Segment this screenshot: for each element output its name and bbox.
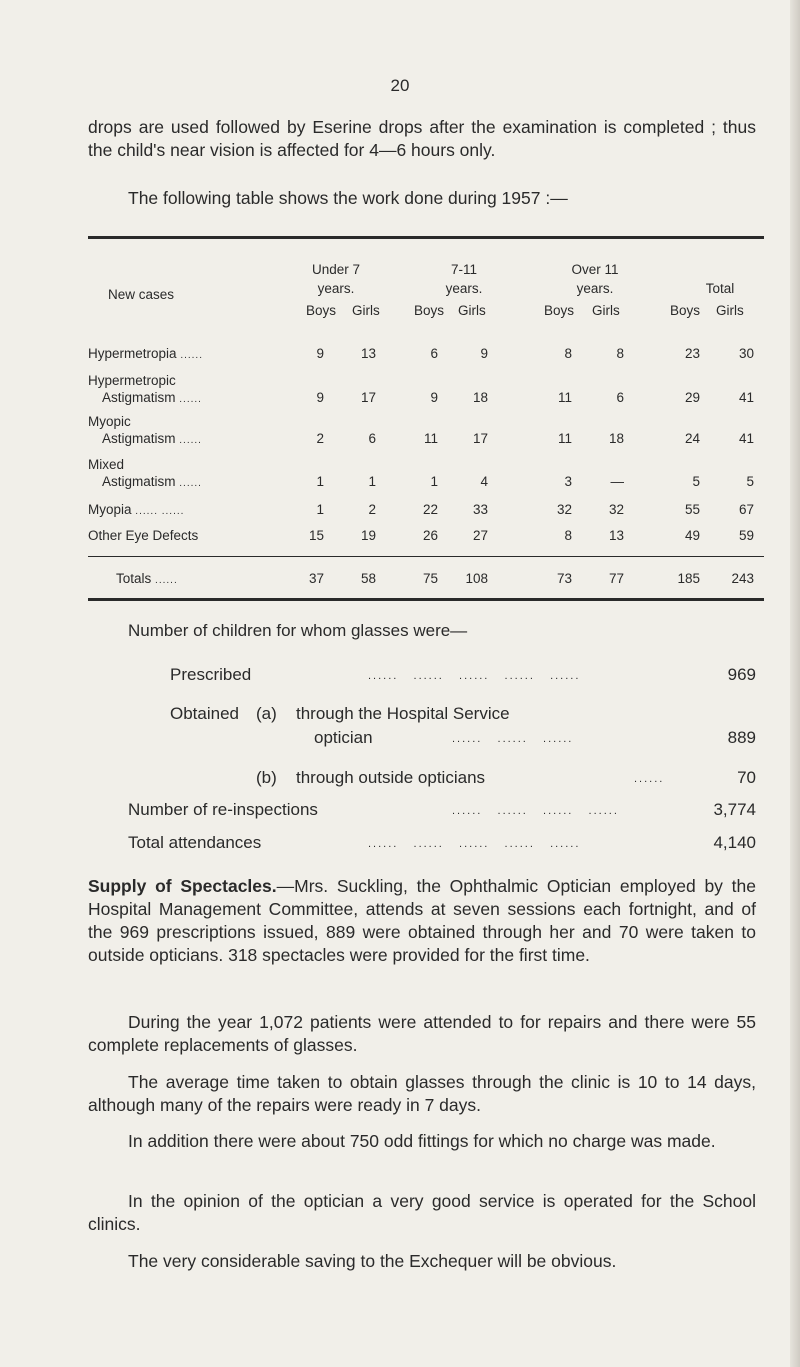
subheader-boys: Boys [670, 303, 701, 318]
row-label-line2 [102, 431, 202, 446]
leader-dots: ...... [543, 805, 574, 817]
reinspections-label: Number of re-inspections [128, 800, 318, 819]
row-label-text: Astigmatism [102, 431, 176, 446]
leader-dots [452, 805, 619, 817]
cell-value: 8 [564, 528, 572, 543]
cell-value: 9 [480, 346, 488, 361]
leader-dots: ...... [368, 838, 399, 850]
cell-value: 30 [738, 346, 754, 361]
page-edge [790, 0, 800, 1367]
totals-label-text: Totals [116, 571, 152, 586]
leader-dots: ...... [179, 394, 202, 405]
cell-value: 59 [738, 528, 754, 543]
obtained-a-line2: optician [314, 728, 373, 747]
cell-value: 9 [430, 390, 438, 405]
prescribed-value: 969 [727, 665, 756, 684]
opinion-paragraph: In the opinion of the optician a very good service is operated for the School clinics. [88, 1191, 756, 1234]
cell-value: 1 [316, 474, 324, 489]
obtained-a-value: 889 [727, 728, 756, 747]
row-label-line1: Hypermetropic [88, 373, 176, 388]
group-under7-line1: Under 7 [311, 262, 361, 277]
total-value: 37 [308, 571, 324, 586]
cell-value: 26 [422, 528, 438, 543]
cell-value: 8 [564, 346, 572, 361]
subheader-boys: Boys [306, 303, 337, 318]
group-under7-line2: years. [317, 281, 355, 296]
cell-value: 8 [616, 346, 624, 361]
leader-dots: ...... [504, 670, 535, 682]
totals-rule [88, 556, 764, 557]
leader-dots: ...... [550, 670, 581, 682]
group-total: Total [705, 281, 735, 296]
row-label-text: Hypermetropia [88, 346, 177, 361]
row-label-line1: Myopic [88, 414, 131, 429]
average-time-paragraph: The average time taken to obtain glasses through the clinic is 10 to 14 days, although many of the repairs were ready in 7 days. [88, 1072, 756, 1115]
row-label-text: Astigmatism [102, 390, 176, 405]
cell-value: 1 [368, 474, 376, 489]
cell-value: 17 [472, 431, 488, 446]
cell-value: 11 [557, 390, 572, 405]
leader-dots: ...... [179, 478, 202, 489]
cell-value: 67 [738, 502, 754, 517]
cell-value: 5 [692, 474, 700, 489]
cell-value: 32 [608, 502, 624, 517]
subheader-girls: Girls [592, 303, 620, 318]
attendances-label: Total attendances [128, 833, 262, 852]
leader-dots: ...... [180, 350, 203, 361]
leader-dots: ...... [588, 805, 619, 817]
cell-value: 33 [472, 502, 488, 517]
cell-value: 2 [368, 502, 376, 517]
row-header: New cases [108, 287, 175, 302]
group-7-11-line2: years. [445, 281, 483, 296]
total-value: 185 [677, 571, 700, 586]
glasses-heading: Number of children for whom glasses were— [128, 621, 468, 640]
cell-value: 23 [684, 346, 700, 361]
obtained-label: Obtained [170, 704, 239, 723]
obtained-a-line1: through the Hospital Service [296, 704, 510, 723]
leader-dots: ...... [413, 838, 444, 850]
row-label: Other Eye Defects [88, 528, 199, 543]
totals-label [116, 571, 178, 586]
subheader-girls: Girls [716, 303, 744, 318]
cell-value: 11 [423, 431, 438, 446]
leader-dots: ...... [413, 670, 444, 682]
cell-value: 41 [738, 431, 754, 446]
cell-value: 6 [616, 390, 624, 405]
fittings-paragraph: In addition there were about 750 odd fittings for which no charge was made. [128, 1131, 716, 1151]
cell-value: 9 [316, 346, 324, 361]
reinspections-value: 3,774 [713, 800, 756, 819]
subheader-boys: Boys [414, 303, 445, 318]
cell-value: 19 [360, 528, 376, 543]
total-value: 58 [360, 571, 376, 586]
cell-value: 32 [556, 502, 572, 517]
table-bottom-rule [88, 598, 764, 601]
total-value: 77 [608, 571, 624, 586]
cell-value: 41 [738, 390, 754, 405]
row-label-line2 [102, 474, 202, 489]
leader-dots: ...... [368, 670, 399, 682]
cell-value: 17 [360, 390, 376, 405]
leader-dots: ...... [550, 838, 581, 850]
obtained-a-marker: (a) [256, 704, 277, 723]
obtained-b-label: through outside opticians [296, 768, 486, 787]
cell-value: 3 [564, 474, 572, 489]
leader-dots [634, 773, 664, 785]
cell-value: 4 [480, 474, 488, 489]
leader-dots: ...... [459, 838, 490, 850]
cell-value: 5 [746, 474, 754, 489]
subheader-boys: Boys [544, 303, 575, 318]
cell-value: 27 [472, 528, 488, 543]
cell-value: 15 [308, 528, 324, 543]
leader-dots: ...... [459, 670, 490, 682]
spectacles-heading: Supply of Spectacles. [88, 876, 277, 896]
attendances-value: 4,140 [713, 833, 756, 852]
cell-value: 6 [430, 346, 438, 361]
subheader-girls: Girls [352, 303, 380, 318]
leader-dots: ...... [497, 805, 528, 817]
leader-dots [368, 670, 580, 682]
table-caption: The following table shows the work done during 1957 :— [128, 188, 568, 208]
spectacles-paragraph [88, 875, 756, 967]
page-number: 20 [390, 76, 410, 95]
leader-dots: ...... [161, 506, 185, 517]
total-value: 73 [556, 571, 572, 586]
cell-value: 2 [316, 431, 324, 446]
table-top-rule [88, 236, 764, 239]
cell-value: 24 [684, 431, 700, 446]
row-label-text: Astigmatism [102, 474, 176, 489]
leader-dots: ...... [452, 733, 483, 745]
cell-value: 49 [684, 528, 700, 543]
subheader-girls: Girls [458, 303, 486, 318]
cell-value: 1 [430, 474, 438, 489]
cell-value: 18 [472, 390, 488, 405]
cell-value: 13 [608, 528, 624, 543]
group-over11-line2: years. [576, 281, 614, 296]
saving-paragraph: The very considerable saving to the Exchequer will be obvious. [128, 1251, 617, 1271]
total-value: 108 [465, 571, 488, 586]
cell-value: 6 [368, 431, 376, 446]
cell-value: 55 [684, 502, 700, 517]
cell-value: 18 [608, 431, 624, 446]
cell-value: 9 [316, 390, 324, 405]
row-label-text: Myopia [88, 502, 132, 517]
leader-dots: ...... [497, 733, 528, 745]
leader-dots: ...... [452, 805, 483, 817]
leader-dots: ...... [634, 773, 665, 785]
obtained-b-value: 70 [737, 768, 756, 787]
cell-value: 1 [316, 502, 324, 517]
total-value: 243 [731, 571, 754, 586]
leader-dots [368, 838, 580, 850]
group-over11-line1: Over 11 [571, 262, 619, 277]
row-label-line1: Mixed [88, 457, 125, 472]
intro-paragraph: drops are used followed by Eserine drops after the examination is completed ; thus the child's near vision is affected for 4—6 hours only. [88, 117, 756, 160]
leader-dots: ...... [504, 838, 535, 850]
cell-value: 13 [360, 346, 376, 361]
cell-value: 11 [557, 431, 572, 446]
repairs-paragraph: During the year 1,072 patients were attended to for repairs and there were 55 complete replacements of glasses. [88, 1012, 756, 1055]
row-label [88, 502, 184, 517]
obtained-b-marker: (b) [256, 768, 277, 787]
total-value: 75 [422, 571, 438, 586]
group-7-11-line1: 7-11 [450, 262, 478, 277]
cell-value: 29 [684, 390, 700, 405]
leader-dots: ...... [155, 575, 178, 586]
row-label [88, 346, 203, 361]
spectacles-text: —Mrs. Suckling, the Ophthalmic Optician employed by the Hospital Management Committee, attends at seven sessions each fortnight, and of the 969 prescriptions issued, 889 were obtained through her and 70 were taken to outside opticians. 318 spectacles were provided for the first time. [88, 876, 756, 965]
leader-dots: ...... [543, 733, 574, 745]
leader-dots: ...... [135, 506, 158, 517]
leader-dots [452, 733, 573, 745]
prescribed-label: Prescribed [170, 665, 252, 684]
cell-value: — [610, 474, 624, 489]
row-label-line2 [102, 390, 202, 405]
cell-value: 22 [422, 502, 438, 517]
leader-dots: ...... [179, 435, 202, 446]
